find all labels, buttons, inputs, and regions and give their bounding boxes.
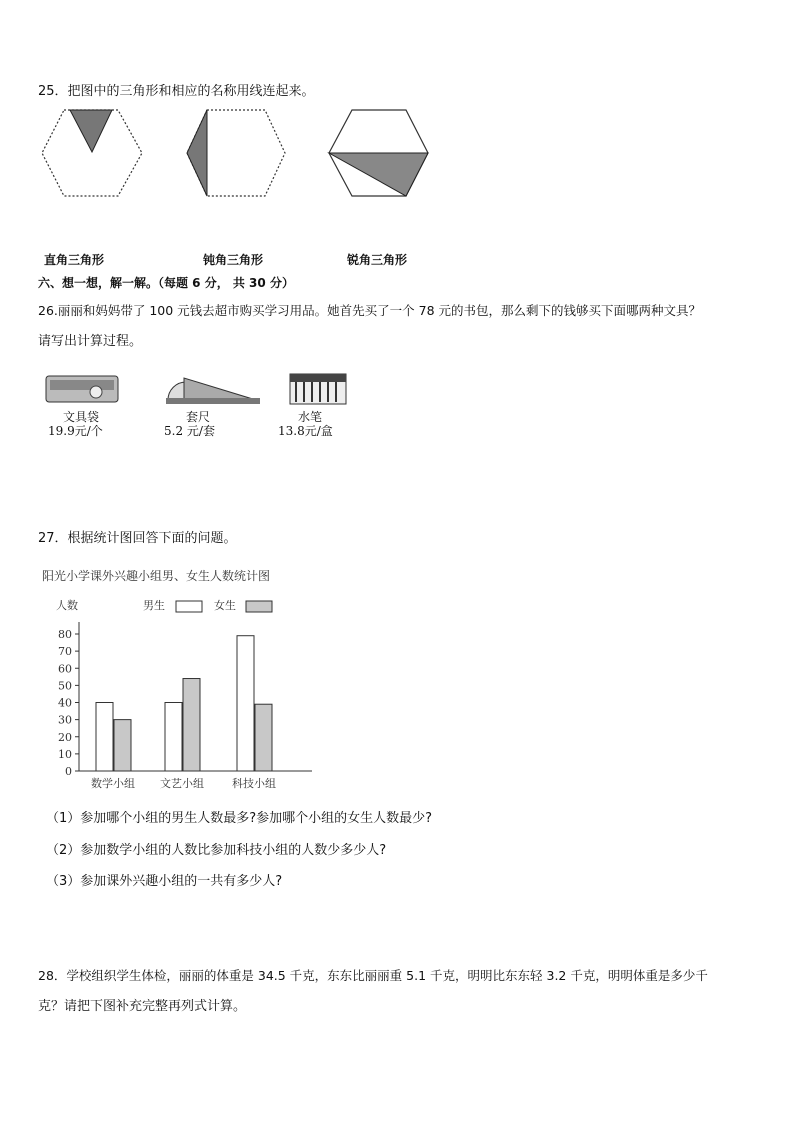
item-price-ruler-set: 5.2 元/套 xyxy=(164,424,215,438)
y-tick-label: 40 xyxy=(58,696,72,710)
ruler-set-icon xyxy=(166,378,260,404)
legend-label-boys: 男生 xyxy=(143,599,165,612)
q28-line2: 克？请把下图补充完整再列式计算。 xyxy=(38,999,247,1014)
y-tick-label: 50 xyxy=(58,679,72,693)
q27-sub3: （3）参加课外兴趣小组的一共有多少人? xyxy=(46,874,283,889)
y-tick-label: 70 xyxy=(58,645,72,659)
q25-figures xyxy=(40,108,440,200)
q28-line1: 28．学校组织学生体检，丽丽的体重是 34.5 千克，东东比丽丽重 5.1 千克，明明比东东轻 3.2 千克，明明体重是多少千 xyxy=(38,968,708,983)
y-tick-label: 10 xyxy=(58,747,72,761)
q27-sub1: （1）参加哪个小组的男生人数最多?参加哪个小组的女生人数最少? xyxy=(46,811,433,826)
label-right-triangle: 直角三角形 xyxy=(44,253,105,267)
bar-girls-1 xyxy=(183,679,200,771)
label-obtuse-triangle: 钝角三角形 xyxy=(203,253,264,267)
q27-sub2: （2）参加数学小组的人数比参加科技小组的人数少多少人? xyxy=(46,843,387,858)
bar-girls-0 xyxy=(114,720,131,771)
chart-title: 阳光小学课外兴趣小组男、女生人数统计图 xyxy=(42,569,271,583)
item-name-ruler-set: 套尺 xyxy=(186,410,211,424)
hexagon-figure-3 xyxy=(329,110,428,196)
q26-line1: 26.丽丽和妈妈带了 100 元钱去超市购买学习用品。她首先买了一个 78 元的书包，那么剩下的钱够买下面哪两种文具？ xyxy=(38,303,702,318)
item-name-pen-box: 水笔 xyxy=(298,410,323,424)
hexagon-figure-1 xyxy=(42,110,142,196)
pencil-case-icon xyxy=(46,376,118,402)
y-tick-label: 30 xyxy=(58,713,72,727)
y-tick-label: 60 xyxy=(58,662,72,676)
q27-prompt: 27．根据统计图回答下面的问题。 xyxy=(38,531,237,546)
legend-swatch-girls xyxy=(246,601,272,612)
y-tick-label: 20 xyxy=(58,730,72,744)
item-price-pencil-case: 19.9元/个 xyxy=(48,424,103,438)
item-name-pencil-case: 文具袋 xyxy=(63,410,100,424)
q26-line2: 请写出计算过程。 xyxy=(38,334,143,349)
x-category-label: 科技小组 xyxy=(232,777,276,790)
section-title: 六、想一想，解一解。（每题 6 分， 共 30 分） xyxy=(38,276,294,290)
item-price-pen-box: 13.8元/盒 xyxy=(278,424,333,438)
label-acute-triangle: 锐角三角形 xyxy=(347,253,408,267)
y-tick-label: 0 xyxy=(65,765,72,778)
x-category-label: 文艺小组 xyxy=(160,777,204,790)
y-tick-label: 80 xyxy=(58,628,72,641)
stationery-pictures xyxy=(44,370,364,408)
pen-box-icon xyxy=(290,374,346,404)
bar-boys-0 xyxy=(96,703,113,772)
q25-prompt: 25．把图中的三角形和相应的名称用线连起来。 xyxy=(38,84,315,99)
y-axis-label: 人数 xyxy=(56,599,78,612)
bar-boys-1 xyxy=(165,703,182,772)
x-category-label: 数学小组 xyxy=(91,777,135,790)
bar-girls-2 xyxy=(255,704,272,771)
hexagon-figure-2 xyxy=(187,110,285,196)
legend-label-girls: 女生 xyxy=(214,599,236,612)
bar-boys-2 xyxy=(237,636,254,771)
legend-swatch-boys xyxy=(176,601,202,612)
bar-chart xyxy=(30,560,330,800)
